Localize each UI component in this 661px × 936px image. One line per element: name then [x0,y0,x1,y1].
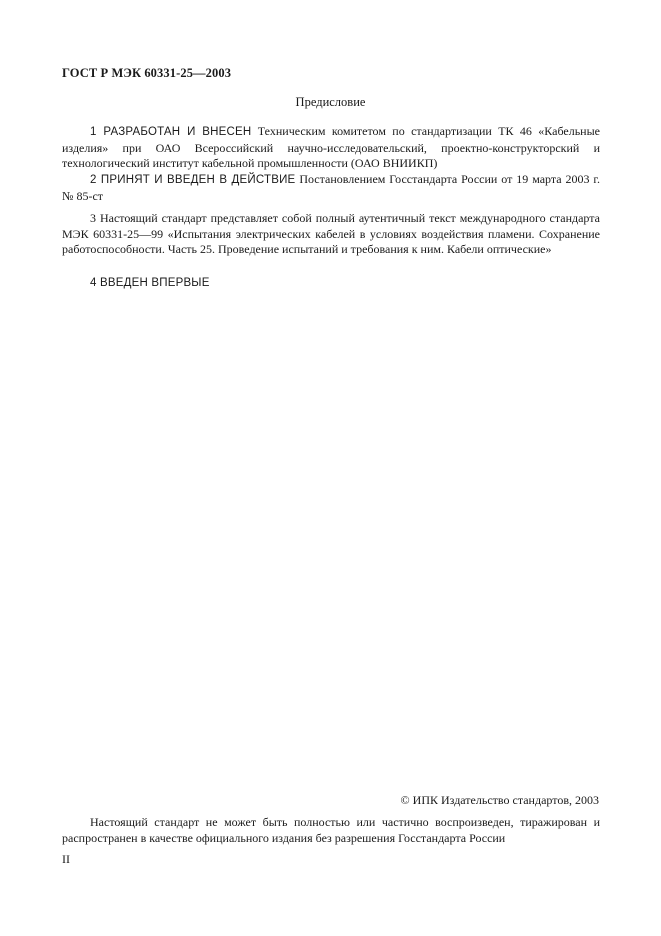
copyright-line: © ИПК Издательство стандартов, 2003 [400,793,599,807]
page-number: II [62,852,70,866]
foreword-item-2-text: Постановлением Госстандарта России от 19 марта 2003 г. № 85-ст [62,172,601,203]
foreword-item-3 [62,211,600,258]
foreword-item-2-lead: 2 ПРИНЯТ И ВВЕДЕН В ДЕЙСТВИЕ [90,174,296,186]
foreword-item-1-text: Техническим комитетом по стандартизации ТК 46 «Кабельные изделия» при ОАО Всероссийский научно-исследовательский, проектно-конструкторский и технологический институт кабельной промышленности (ОАО ВНИИКП) [62,124,600,170]
foreword-item-1 [62,124,600,172]
document-code: ГОСТ Р МЭК 60331-25—2003 [62,66,232,80]
reproduction-notice: Настоящий стандарт не может быть полностью или частично воспроизведен, тиражирован и распространен в качестве официального издания без разрешения Госстандарта России [62,815,600,845]
foreword-item-1-lead: 1 РАЗРАБОТАН И ВНЕСЕН [90,126,252,138]
foreword-item-2 [62,172,600,204]
foreword-item-4-lead: 4 ВВЕДЕН ВПЕРВЫЕ [90,277,210,289]
foreword-item-3-text: 3 Настоящий стандарт представляет собой полный аутентичный текст международного стандарта МЭК 60331-25—99 «Испытания электрических кабелей в условиях воздействия пламени. Сохранение работоспособности. Часть 25. Проведение испытаний и требования к ним. Кабели оптические» [62,211,600,256]
foreword-title: Предисловие [295,95,366,109]
foreword-item-4 [62,275,600,292]
